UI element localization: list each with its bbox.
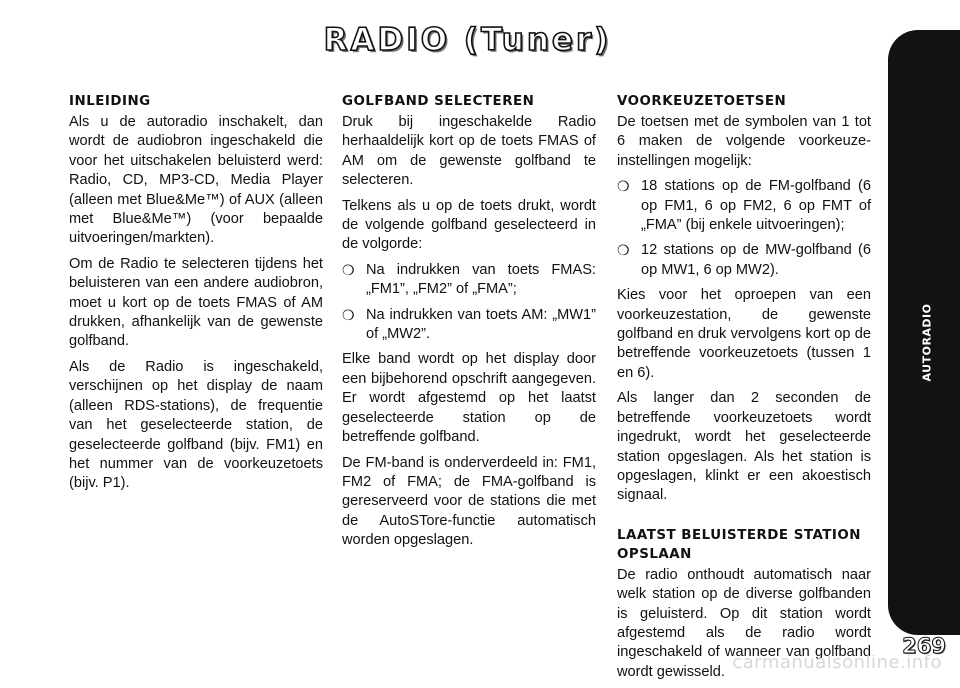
paragraph: Druk bij ingeschakelde Radio herhaaldelijk kort op de toets FMAS of AM om de gewenste golfband te selecteren. — [342, 114, 596, 189]
list-item — [617, 241, 871, 280]
paragraph: Om de Radio te selecteren tijdens het beluisteren van een andere audiobron, moet u kort op de toets FMAS of AM drukken, afhankelijk van de gewenste golfband. — [69, 255, 323, 350]
list-item-text: Na indrukken van toets AM: „MW1” of „MW2”. — [366, 306, 596, 343]
page-title: RADIO (Tuner) — [323, 22, 612, 58]
bullet-icon: ❍ — [617, 178, 630, 195]
paragraph: De FM-band is onderverdeeld in: FM1, FM2 of FMA; de FMA-golfband is gereserveerd voor de stations die met de AutoSTore-functie automatisch worden opgeslagen. — [342, 454, 596, 549]
list-item-text: 12 stations op de MW-golfband (6 op MW1, 6 op MW2). — [641, 242, 871, 278]
paragraph: Als de Radio is ingeschakeld, verschijnen op het display de naam (alleen RDS-stations), de frequentie van het geselecteerde station, de geselecteerde golfband (bijv. FM1) en het nummer van de voorkeuzetoets (bijv. P1). — [69, 358, 323, 492]
page-number: 269 — [902, 634, 946, 658]
column-presets — [617, 92, 871, 688]
paragraph: Telkens als u op de toets drukt, wordt de volgende golfband geselecteerd in de volgorde: — [342, 197, 596, 253]
paragraph: Kies voor het oproepen van een voorkeuzestation, de gewenste golfband en druk vervolgens kort op de betreffende voorkeuzetoets (tussen 1 en 6). — [617, 287, 871, 381]
list-item-text: 18 stations op de FM-golfband (6 op FM1, 6 op FM2, 6 op FMT of „FMA” (bij enkele uitvoeringen); — [641, 178, 871, 234]
paragraph: Als langer dan 2 seconden de betreffende voorkeuzetoets wordt ingedrukt, wordt het geselecteerde station opgeslagen. Als het station is opgeslagen, klinkt er een akoestisch signaal. — [617, 390, 871, 504]
section-heading-band-select: GOLFBAND SELECTEREN — [342, 94, 535, 109]
bullet-icon: ❍ — [342, 306, 355, 323]
spacer — [617, 512, 871, 526]
list-item-text: Na indrukken van toets FMAS: „FM1”, „FM2” of „FMA”; — [366, 261, 596, 298]
paragraph: De toetsen met de symbolen van 1 tot 6 maken de volgende voorkeuze-instellingen mogelijk: — [617, 114, 871, 169]
bullet-icon: ❍ — [617, 242, 630, 259]
watermark: carmanualsonline.info — [732, 652, 942, 673]
section-heading-presets: VOORKEUZETOETSEN — [617, 94, 787, 109]
list-item — [617, 177, 871, 235]
paragraph: Elke band wordt op het display door een bijbehorend opschrift aangegeven. Er wordt afgestemd op het laatst geselecteerde station op de betreffende golfband. — [342, 351, 596, 446]
column-introduction — [69, 92, 323, 500]
bullet-icon: ❍ — [342, 261, 355, 278]
list-item — [342, 306, 596, 345]
section-heading-last-station: LAATST BELUISTERDE STATION OPSLAAN — [617, 527, 861, 562]
paragraph: Als u de autoradio inschakelt, dan wordt de audiobron ingeschakeld die voor het uitschakelen beluisterd werd: Radio, CD, MP3-CD, Media Player (alleen met Blue&Me™) of AUX (alleen met Blue&Me™) (voor bepaalde uitvoeringen/markten). — [69, 114, 323, 247]
section-heading-introduction: INLEIDING — [69, 94, 151, 109]
chapter-tab-text: AUTORADIO — [920, 302, 934, 382]
chapter-tab-label — [917, 292, 937, 392]
column-band-select — [342, 92, 596, 557]
list-item — [342, 261, 596, 300]
paragraph: De radio onthoudt automatisch naar welk station op de diverse golfbanden is geluisterd. Op dit station wordt afgestemd als de radio wordt ingeschakeld of wanneer van golfband wordt gewisseld. — [617, 566, 871, 680]
